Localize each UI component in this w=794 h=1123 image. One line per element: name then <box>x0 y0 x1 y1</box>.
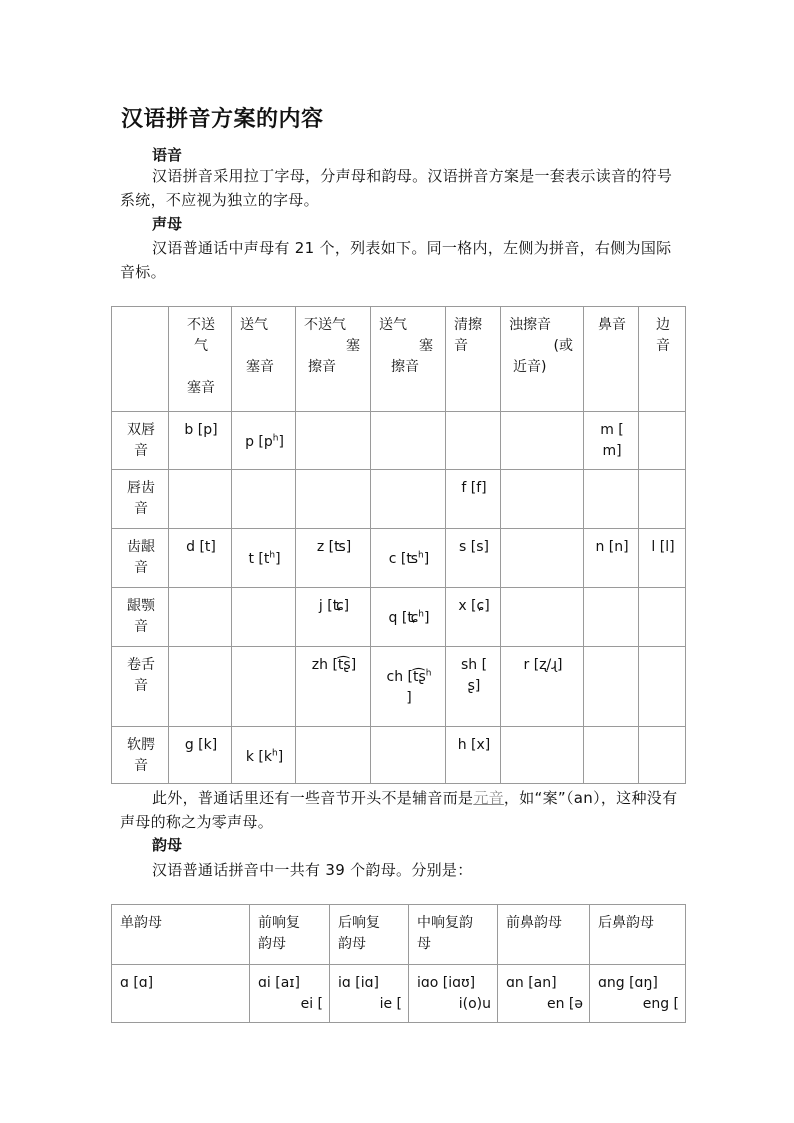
cell-ia-ie: iɑ [iɑ] ie [ <box>330 965 409 1023</box>
table-row <box>112 412 686 470</box>
consonant-table <box>111 306 686 784</box>
cell-empty <box>501 529 584 588</box>
cell-empty <box>639 412 686 470</box>
row-label-retroflex: 卷舌 音 <box>112 647 169 727</box>
cell-d: d [t] <box>169 529 232 588</box>
header-voiced-fricative: 浊擦音 (或 近音) <box>501 307 584 412</box>
cell-z: z [ʦ] <box>296 529 371 588</box>
cell-empty <box>296 412 371 470</box>
cell-empty <box>501 412 584 470</box>
cell-g: g [k] <box>169 727 232 784</box>
table-row <box>112 588 686 647</box>
cell-empty <box>639 588 686 647</box>
cell-c: c [ʦ$^h$] <box>371 529 446 588</box>
row-label-labiodental: 唇齿 音 <box>112 470 169 529</box>
header-aspirated-stop: 送气 塞音 <box>232 307 296 412</box>
section-heading-yunmu: 韵母 <box>152 836 183 854</box>
vowel-table <box>111 904 686 1023</box>
header-voiceless-fricative: 清擦 音 <box>446 307 501 412</box>
cell-empty <box>584 588 639 647</box>
cell-empty <box>296 727 371 784</box>
section-heading-yuyin: 语音 <box>152 146 183 164</box>
cell-s: s [s] <box>446 529 501 588</box>
header-middle-compound-finals: 中响复韵 母 <box>409 905 498 965</box>
cell-k: k $[k^h]$ <box>232 727 296 784</box>
header-back-nasal-finals: 后鼻韵母 <box>590 905 686 965</box>
table-row <box>112 727 686 784</box>
cell-empty <box>169 588 232 647</box>
cell-empty <box>501 470 584 529</box>
paragraph-yuyin: 汉语拼音采用拉丁字母，分声母和韵母。汉语拼音方案是一套表示读音的符号系统，不应视为独立的字母。 <box>120 167 673 209</box>
cell-l: l [l] <box>639 529 686 588</box>
header-unaspirated-stop: 不送 气 塞音 <box>169 307 232 412</box>
cell-empty <box>232 647 296 727</box>
cell-r: r [ʐ/ɻ] <box>501 647 584 727</box>
table-row <box>112 529 686 588</box>
header-front-nasal-finals: 前鼻韵母 <box>498 905 590 965</box>
table-corner-cell <box>112 307 169 412</box>
header-front-compound-finals: 前响复 韵母 <box>250 905 330 965</box>
cell-empty <box>446 412 501 470</box>
vowel-link[interactable]: 元音 <box>473 789 504 807</box>
paragraph-shengmu: 汉语普通话中声母有 21 个，列表如下。同一格内，左侧为拼音，右侧为国际音标。 <box>120 239 672 281</box>
cell-empty <box>501 588 584 647</box>
cell-m: m [ m] <box>584 412 639 470</box>
cell-empty <box>639 727 686 784</box>
cell-p: p $[p^h]$ <box>232 412 296 470</box>
cell-n: n [n] <box>584 529 639 588</box>
cell-an-en: ɑn [an] en [ə <box>498 965 590 1023</box>
cell-empty <box>296 470 371 529</box>
cell-empty <box>371 412 446 470</box>
cell-sh: sh [ ʂ] <box>446 647 501 727</box>
header-back-compound-finals: 后响复 韵母 <box>330 905 409 965</box>
cell-empty <box>639 647 686 727</box>
cell-empty <box>169 470 232 529</box>
paragraph-yunmu: 汉语普通话拼音中一共有 39 个韵母。分别是： <box>152 861 473 879</box>
row-label-velar: 软腭 音 <box>112 727 169 784</box>
cell-ang-eng: ɑng [ɑŋ] eng [ <box>590 965 686 1023</box>
cell-x: x [ɕ] <box>446 588 501 647</box>
cell-a: ɑ [ɑ] <box>112 965 250 1023</box>
cell-b: b [p] <box>169 412 232 470</box>
cell-empty <box>371 727 446 784</box>
row-label-bilabial: 双唇 音 <box>112 412 169 470</box>
table-row <box>112 647 686 727</box>
cell-empty <box>584 470 639 529</box>
cell-ai-ei: ɑi [aɪ] ei [ <box>250 965 330 1023</box>
cell-empty <box>584 647 639 727</box>
cell-t: t $[t^h]$ <box>232 529 296 588</box>
section-heading-shengmu: 声母 <box>152 215 183 233</box>
paragraph-zero-initial: 此外，普通话里还有一些音节开头不是辅音而是元音，如“案”（an），这种没有声母的称之为零声母。 <box>120 789 678 831</box>
table-row <box>112 470 686 529</box>
cell-iao-iou: iɑo [iɑʊ] i(o)u <box>409 965 498 1023</box>
cell-f: f [f] <box>446 470 501 529</box>
cell-empty <box>169 647 232 727</box>
cell-h: h [x] <box>446 727 501 784</box>
cell-empty <box>371 470 446 529</box>
cell-q: q [ʨ$^h$] <box>371 588 446 647</box>
table-header-row <box>112 307 686 412</box>
page-title: 汉语拼音方案的内容 <box>121 106 324 132</box>
cell-ch: ch [t͡ʂ$^h$ ] <box>371 647 446 727</box>
row-label-alveolopalatal: 龈颚 音 <box>112 588 169 647</box>
table-row <box>112 965 686 1023</box>
row-label-alveolar: 齿龈 音 <box>112 529 169 588</box>
cell-empty <box>232 470 296 529</box>
table-header-row <box>112 905 686 965</box>
header-aspirated-affricate: 送气 塞 擦音 <box>371 307 446 412</box>
cell-empty <box>232 588 296 647</box>
cell-empty <box>639 470 686 529</box>
header-lateral: 边 音 <box>639 307 686 412</box>
cell-j: j [ʨ] <box>296 588 371 647</box>
cell-empty <box>584 727 639 784</box>
header-nasal: 鼻音 <box>584 307 639 412</box>
cell-zh: zh [t͡ʂ] <box>296 647 371 727</box>
cell-empty <box>501 727 584 784</box>
header-simple-finals: 单韵母 <box>112 905 250 965</box>
header-unaspirated-affricate: 不送气 塞 擦音 <box>296 307 371 412</box>
